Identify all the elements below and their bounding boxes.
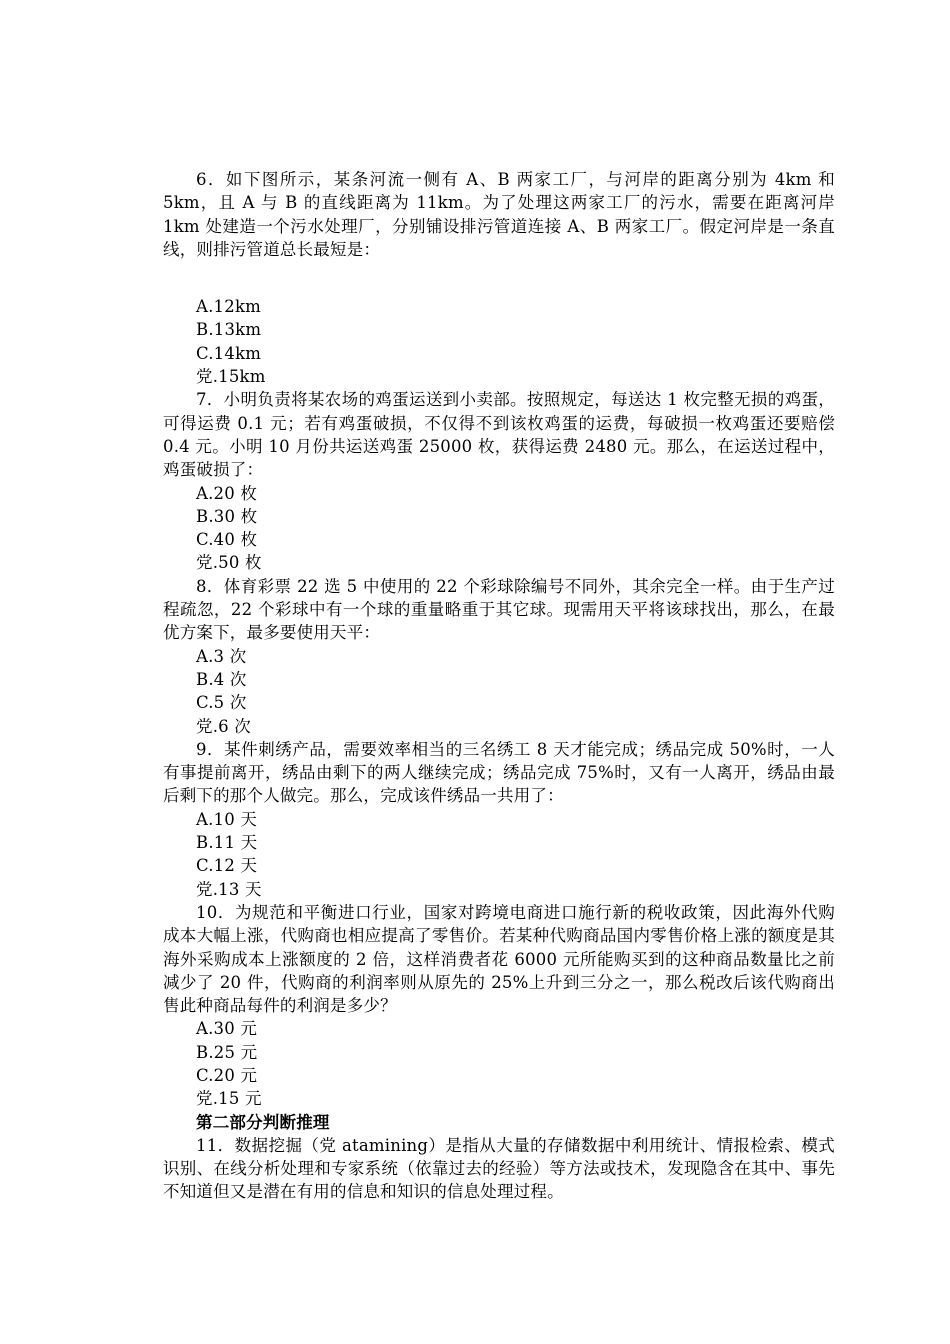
section-heading: 第二部分判断推理 [196, 1112, 330, 1132]
question-10-option-d: 党.15 元 [196, 1089, 262, 1109]
question-7-option-a: A.20 枚 [196, 483, 258, 503]
question-6-option-c: C.14km [196, 343, 262, 363]
question-10-option-b: B.25 元 [196, 1042, 258, 1062]
question-8-text: 8．体育彩票 22 选 5 中使用的 22 个彩球除编号不同外，其余完全一样。由于生产过程疏忽，22 个彩球中有一个球的重量略重于其它球。现需用天平将该球找出，那么，在最优方案下，最多要使用天平： [163, 576, 835, 643]
question-7-option-b: B.30 枚 [196, 506, 258, 526]
question-6-option-d: 党.15km [196, 367, 266, 387]
question-11-text: 11．数据挖掘（党 atamining）是指从大量的存储数据中利用统计、情报检索、模式识别、在线分析处理和专家系统（依靠过去的经验）等方法或技术，发现隐含在其中、事先不知道但又是潜在有用的信息和知识的信息处理过程。 [163, 1135, 835, 1202]
question-8-option-b: B.4 次 [196, 669, 247, 689]
question-7-option-d: 党.50 枚 [196, 553, 262, 573]
question-10-option-a: A.30 元 [196, 1019, 258, 1039]
question-9-option-c: C.12 天 [196, 856, 258, 876]
question-8-option-d: 党.6 次 [196, 716, 251, 736]
figure-placeholder [163, 261, 835, 295]
question-8-option-a: A.3 次 [196, 646, 247, 666]
question-9-option-a: A.10 天 [196, 809, 258, 829]
question-8-option-c: C.5 次 [196, 693, 247, 713]
question-6-option-b: B.13km [196, 320, 262, 340]
question-9-text: 9．某件刺绣产品，需要效率相当的三名绣工 8 天才能完成；绣品完成 50%时，一人有事提前离开，绣品由剩下的两人继续完成；绣品完成 75%时，又有一人离开，绣品由最后剩下的那个人做完。那么，完成该件绣品一共用了： [163, 739, 835, 806]
question-6-text: 6．如下图所示，某条河流一侧有 A、B 两家工厂，与河岸的距离分别为 4km 和 5km，且 A 与 B 的直线距离为 11km。为了处理这两家工厂的污水，需要在距离河岸 1km 处建造一个污水处理厂，分别铺设排污管道连接 A、B 两家工厂。假定河岸是一条直线，则排污管道总长最短是： [163, 170, 835, 259]
question-6-option-a: A.12km [196, 297, 262, 317]
question-9-option-d: 党.13 天 [196, 879, 262, 899]
question-7-option-c: C.40 枚 [196, 530, 258, 550]
question-9-option-b: B.11 天 [196, 833, 258, 853]
question-10-option-c: C.20 元 [196, 1065, 258, 1085]
question-10-text: 10．为规范和平衡进口行业，国家对跨境电商进口施行新的税收政策，因此海外代购成本大幅上涨，代购商也相应提高了零售价。若某种代购商品国内零售价格上涨的额度是其海外采购成本上涨额度的 2 倍，这样消费者花 6000 元所能购买到的这种商品数量比之前减少了 20 件，代购商的利润率则从原先的 25%上升到三分之一，那么税改后该代购商出售此种商品每件的利润是多少？ [163, 902, 835, 1016]
document-body [163, 168, 835, 1204]
question-7-text: 7．小明负责将某农场的鸡蛋运送到小卖部。按照规定，每送达 1 枚完整无损的鸡蛋，可得运费 0.1 元；若有鸡蛋破损，不仅得不到该枚鸡蛋的运费，每破损一枚鸡蛋还要赔偿 0.4 元。小明 10 月份共运送鸡蛋 25000 枚，获得运费 2480 元。那么，在运送过程中，鸡蛋破损了： [163, 390, 835, 480]
